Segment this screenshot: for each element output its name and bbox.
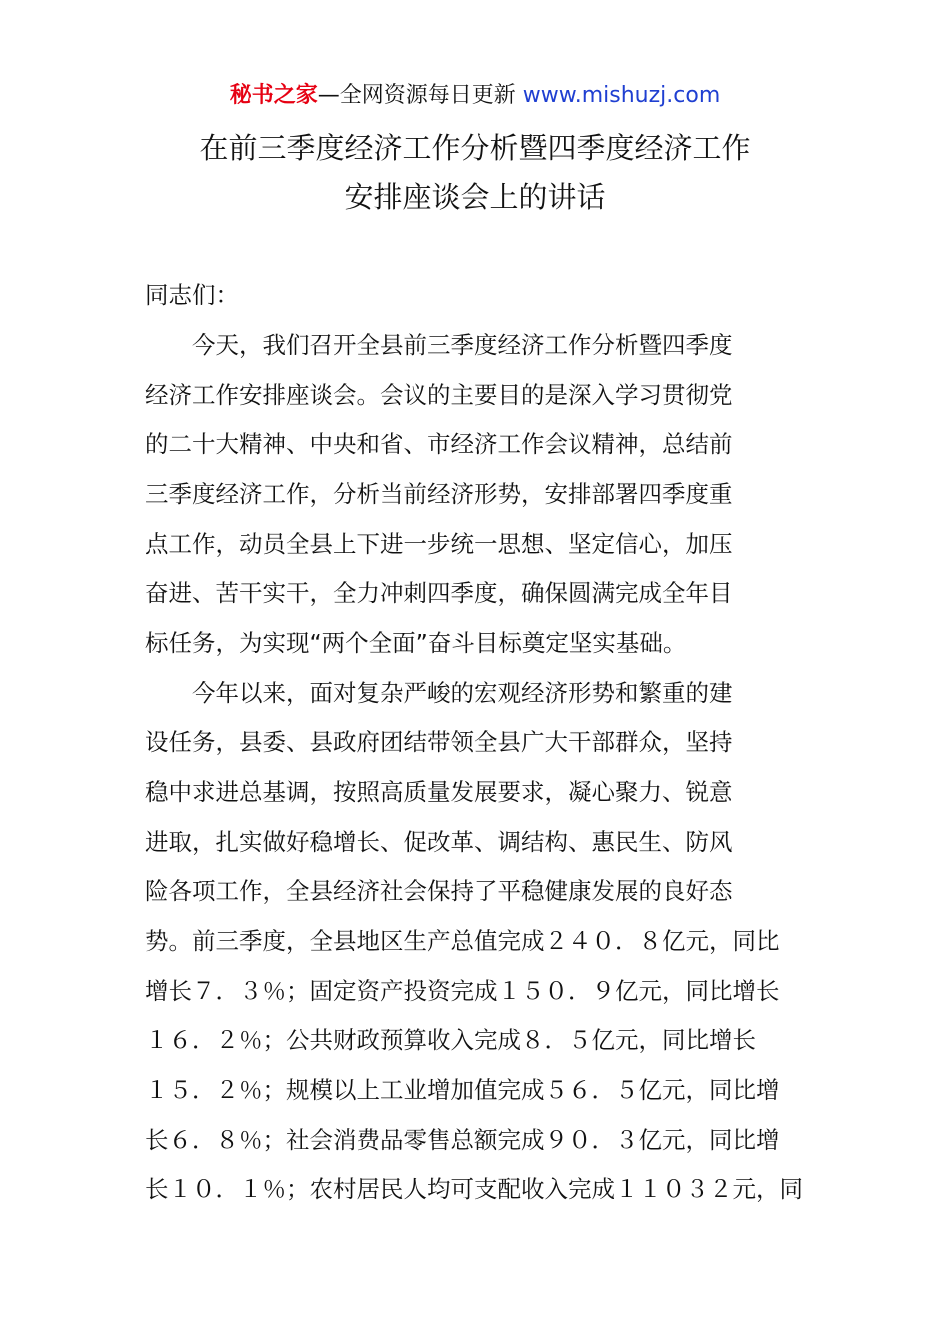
- body-line: 三季度经济工作，分析当前经济形势，安排部署四季度重: [145, 480, 733, 508]
- body-line: 增长７．３％；固定资产投资完成１５０．９亿元，同比增长: [145, 977, 780, 1005]
- body-line: １６．２％；公共财政预算收入完成８．５亿元，同比增长: [145, 1026, 756, 1054]
- body-line: 的二十大精神、中央和省、市经济工作会议精神，总结前: [145, 430, 733, 458]
- body-line: 经济工作安排座谈会。会议的主要目的是深入学习贯彻党: [145, 381, 733, 409]
- body-line: 长６．８％；社会消费品零售总额完成９０．３亿元，同比增: [145, 1126, 780, 1154]
- body-line: 稳中求进总基调，按照高质量发展要求，凝心聚力、锐意: [145, 778, 733, 806]
- body-line: 进取，扎实做好稳增长、促改革、调结构、惠民生、防风: [145, 828, 733, 856]
- body-line: 长１０．１％；农村居民人均可支配收入完成１１０３２元，同: [145, 1175, 803, 1203]
- body-line: 势。前三季度，全县地区生产总值完成２４０．８亿元，同比: [145, 927, 780, 955]
- document-title-line-1: 在前三季度经济工作分析暨四季度经济工作: [199, 131, 751, 165]
- body-line: 设任务，县委、县政府团结带领全县广大干部群众，坚持: [145, 728, 733, 756]
- site-url-link[interactable]: www.mishuzj.com: [522, 83, 721, 108]
- body-line: 标任务，为实现“两个全面”奋斗目标奠定坚实基础。: [145, 629, 687, 657]
- document-title-line-2: 安排座谈会上的讲话: [344, 180, 606, 214]
- body-line: 奋进、苦干实干，全力冲刺四季度，确保圆满完成全年目: [145, 579, 733, 607]
- body-line: １５．２％；规模以上工业增加值完成５６．５亿元，同比增: [145, 1076, 780, 1104]
- brand-name: 秘书之家: [229, 83, 318, 108]
- body-line: 今年以来，面对复杂严峻的宏观经济形势和繁重的建: [145, 679, 733, 707]
- header-tagline: —全网资源每日更新: [317, 83, 523, 108]
- body-line: 同志们：: [145, 281, 239, 309]
- site-header: [0, 80, 950, 112]
- body-line: 今天，我们召开全县前三季度经济工作分析暨四季度: [145, 331, 733, 359]
- body-line: 险各项工作，全县经济社会保持了平稳健康发展的良好态: [145, 877, 733, 905]
- body-line: 点工作，动员全县上下进一步统一思想、坚定信心，加压: [145, 530, 733, 558]
